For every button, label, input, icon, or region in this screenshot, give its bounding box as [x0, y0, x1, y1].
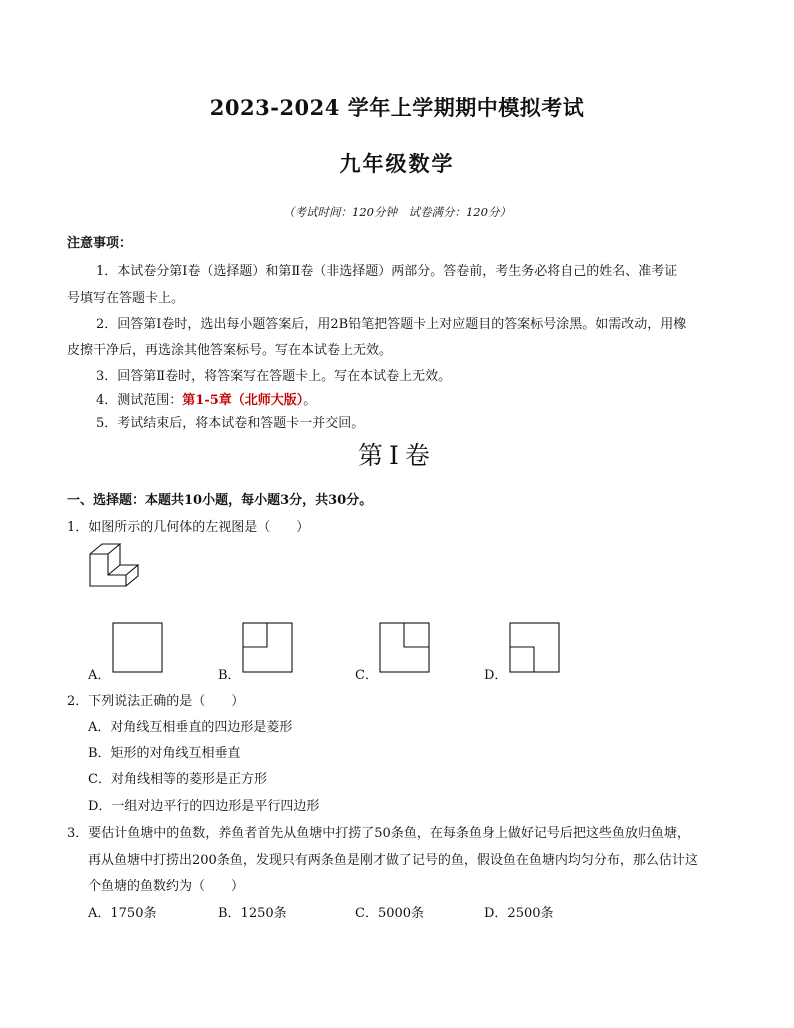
- question-3-option-a: A．1750条: [88, 906, 157, 921]
- question-3-stem-line-1: 3．要估计鱼塘中的鱼数，养鱼者首先从鱼塘中打捞了50条鱼，在每条鱼身上做好记号后把这些鱼放归鱼塘，: [67, 826, 690, 841]
- volume-title: 第Ⅰ卷: [358, 441, 436, 470]
- question-1-option-b-label: B．: [218, 668, 241, 683]
- question-3-option-b: B．1250条: [218, 906, 287, 921]
- note-item-2-line-2: 皮擦干净后，再选涂其他答案标号。写在本试卷上无效。: [67, 343, 393, 358]
- note-item-1-line-1: 1．本试卷分第Ⅰ卷（选择题）和第Ⅱ卷（非选择题）两部分。答卷前，考生务必将自己的姓名、准考证: [96, 264, 678, 279]
- question-2-option-b: B．矩形的对角线互相垂直: [88, 746, 241, 761]
- question-2-option-a: A．对角线互相垂直的四边形是菱形: [88, 720, 293, 735]
- test-range: 第1-5章（北师大版）: [182, 393, 304, 408]
- question-1-option-a-figure: [112, 622, 164, 674]
- exam-subtitle: 九年级数学: [339, 151, 455, 176]
- note-item-4-prefix: 4．测试范围：: [96, 393, 183, 408]
- question-1-option-d-label: D．: [484, 668, 508, 683]
- note-item-1-line-2: 号填写在答题卡上。: [67, 291, 185, 306]
- question-1-option-b-figure: [242, 622, 294, 674]
- question-3-stem-line-2: 再从鱼塘中打捞出200条鱼，发现只有两条鱼是刚才做了记号的鱼，假设鱼在鱼塘内均匀分布，那么估计这: [88, 853, 698, 868]
- exam-info: （考试时间：120分钟 试卷满分：120分）: [283, 205, 511, 219]
- exam-title: 2023-2024 学年上学期期中模拟考试: [209, 95, 585, 120]
- section-1-heading: 一、选择题：本题共10小题，每小题3分，共30分。: [67, 493, 373, 508]
- question-3-stem-line-3: 个鱼塘的鱼数约为（ ）: [88, 879, 245, 894]
- question-1-option-c-figure: [379, 622, 431, 674]
- question-1-stem: 1．如图所示的几何体的左视图是（ ）: [67, 520, 310, 535]
- note-item-4-suffix: 。: [303, 393, 317, 408]
- note-item-5: 5．考试结束后，将本试卷和答题卡一并交回。: [96, 416, 365, 431]
- question-2-stem: 2．下列说法正确的是（ ）: [67, 694, 245, 709]
- question-3-option-d: D．2500条: [484, 906, 554, 921]
- question-2-option-c: C．对角线相等的菱形是正方形: [88, 772, 267, 787]
- question-1-option-a-label: A．: [88, 668, 111, 683]
- note-item-3: 3．回答第Ⅱ卷时，将答案写在答题卡上。写在本试卷上无效。: [96, 369, 452, 384]
- question-1-option-d-figure: [509, 622, 561, 674]
- question-1-option-c-label: C．: [355, 668, 378, 683]
- note-item-2-line-1: 2．回答第Ⅰ卷时，选出每小题答案后，用2B铅笔把答题卡上对应题目的答案标号涂黑。如需改动，用橡: [96, 317, 687, 332]
- question-1-solid-figure: [88, 542, 172, 612]
- notes-heading: 注意事项：: [67, 236, 133, 251]
- question-3-option-c: C．5000条: [355, 906, 425, 921]
- note-item-4: [96, 389, 316, 408]
- question-2-option-d: D．一组对边平行的四边形是平行四边形: [88, 799, 320, 814]
